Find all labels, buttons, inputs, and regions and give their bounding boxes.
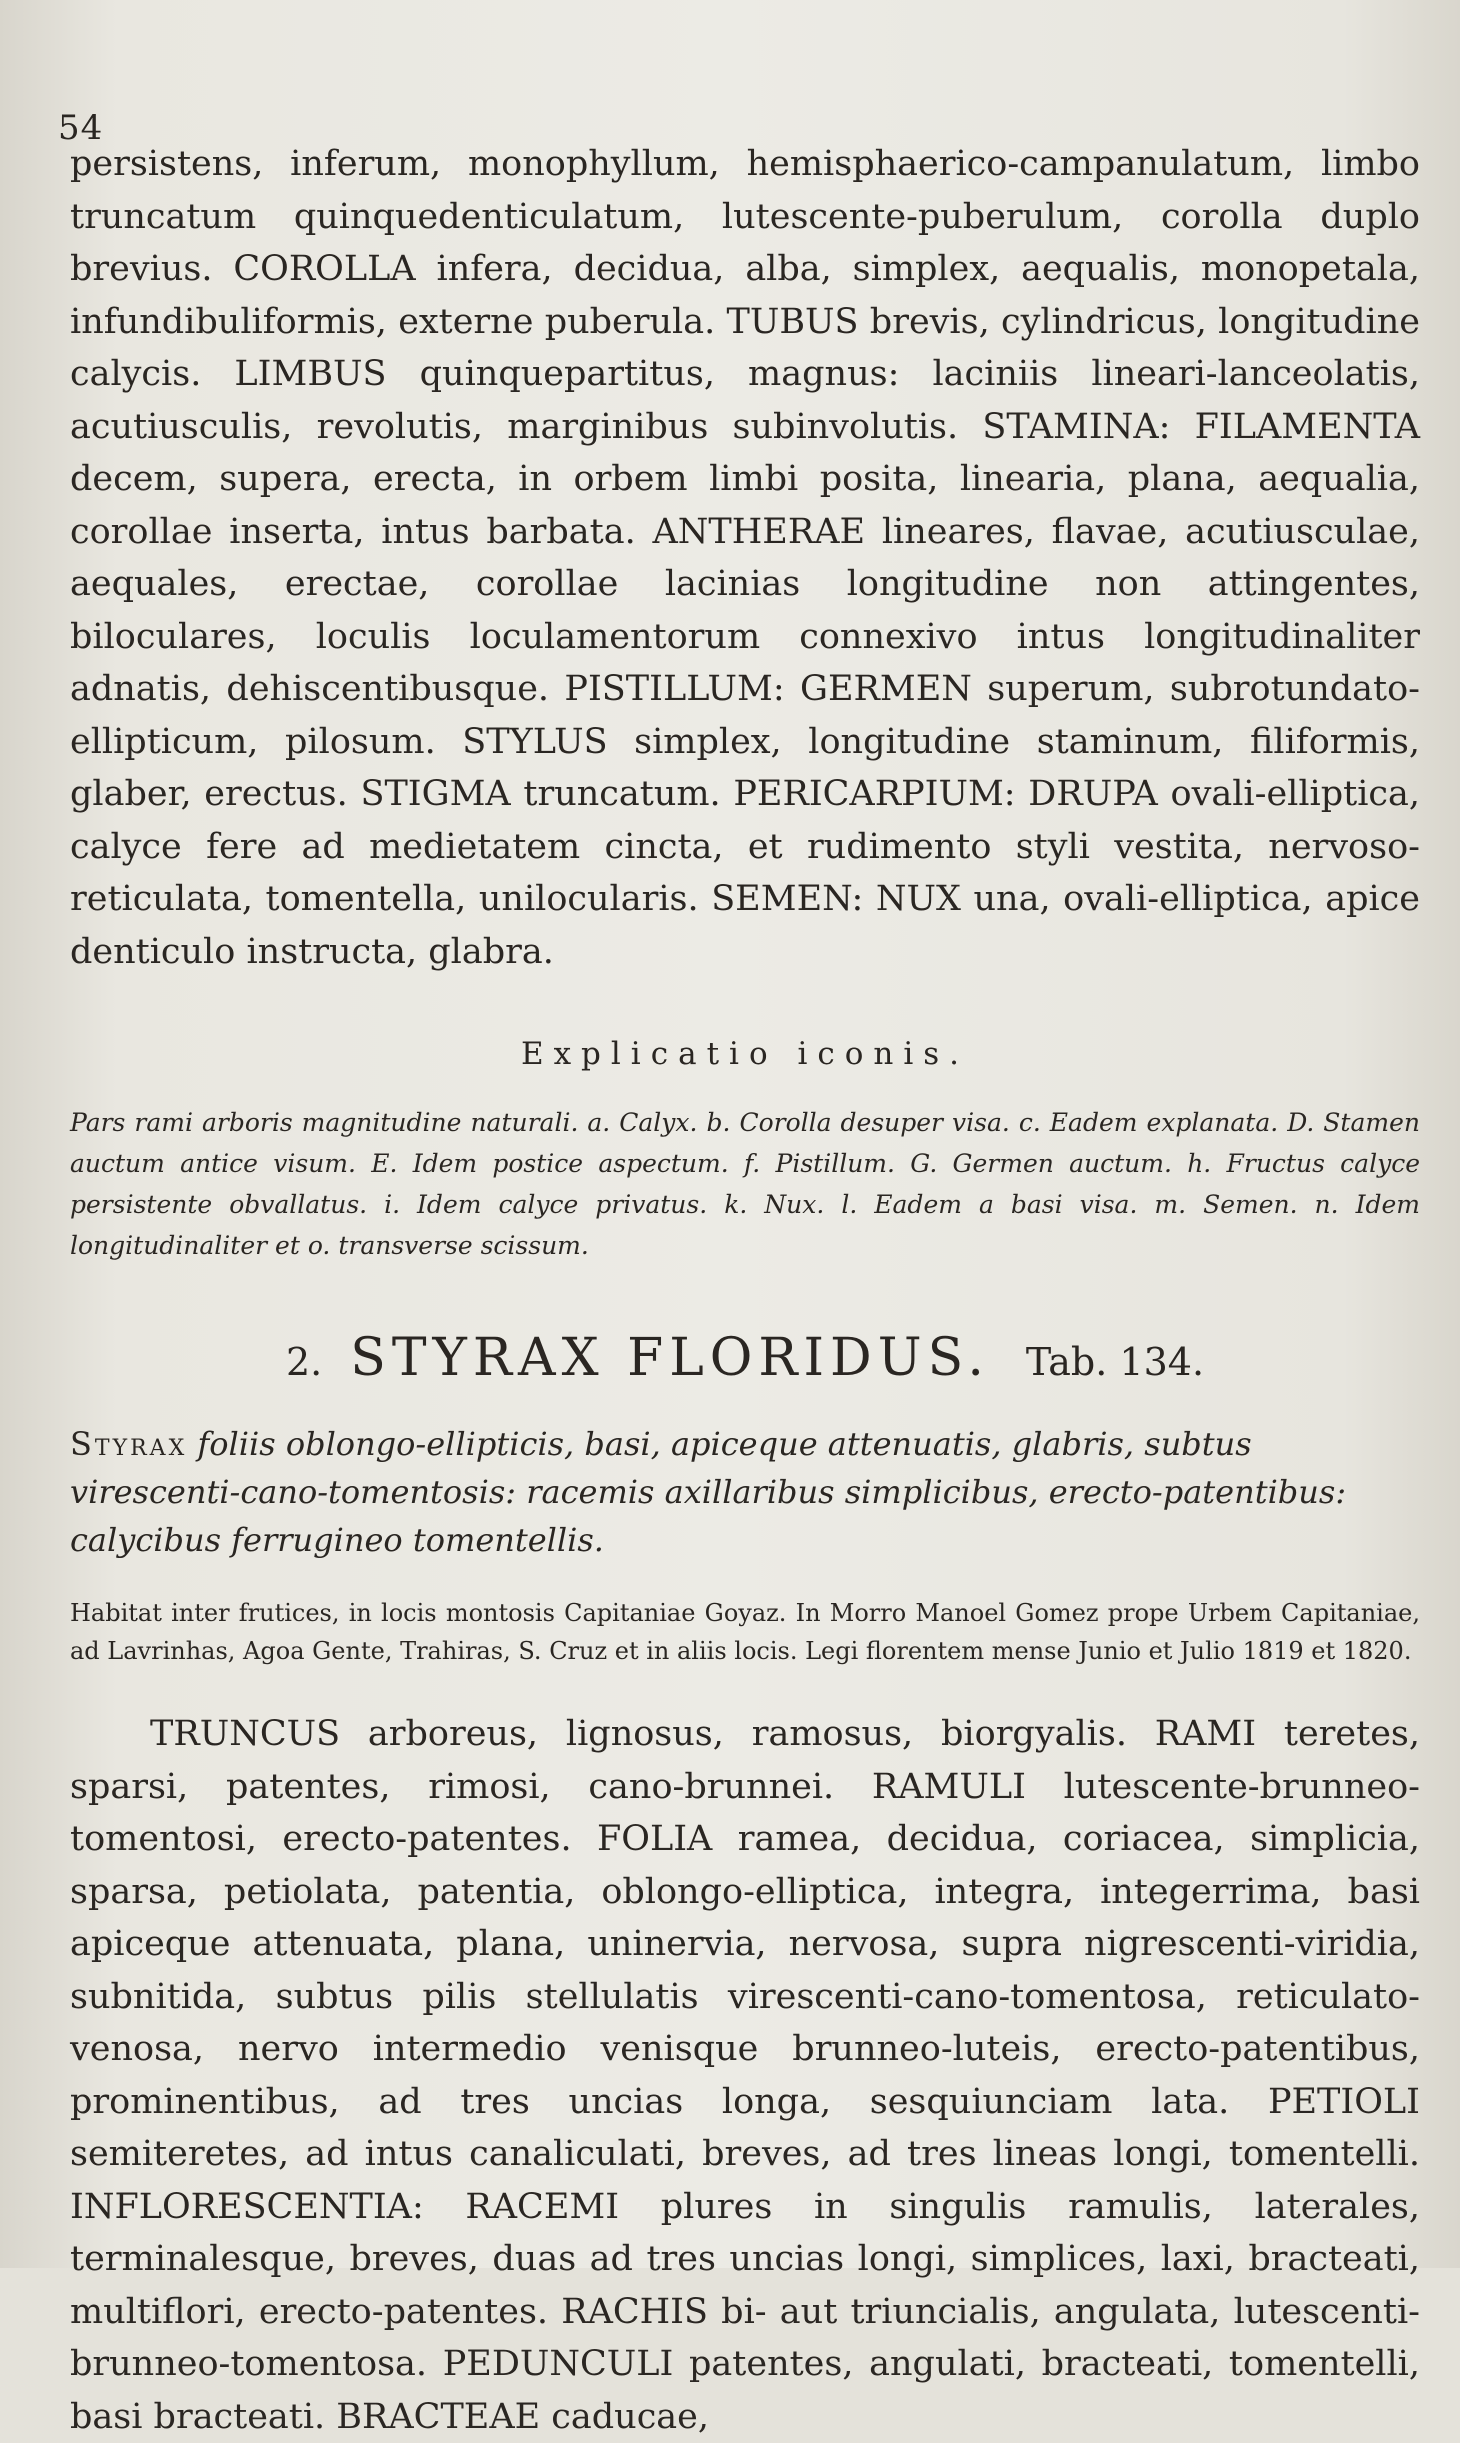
species-description: TRUNCUS arboreus, lignosus, ramosus, biorgyalis. RAMI teretes, sparsi, patentes, rimosi, cano-brunnei. RAMULI lutescente-brunneo-tomentosi, erecto-patentes. FOLIA ramea, decidua, coriacea, simplicia, sparsa, petiolata, patentia, oblongo-elliptica, integra, integerrima, basi apiceque attenuata, plana, uninervia, nervosa, supra nigrescenti-viridia, subnitida, subtus pilis stellulatis virescenti-cano-tomentosa, reticulato-venosa, nervo intermedio venisque brunneo-luteis, erecto-patentibus, prominentibus, ad tres uncias longa, sesquiunciam lata. PETIOLI semiteretes, ad intus canaliculati, breves, ad tres lineas longi, tomentelli. INFLORESCENTIA: RACEMI plures in singulis ramulis, laterales, terminalesque, breves, duas ad tres uncias longi, simplices, laxi, bracteati, multiflori, erecto-patentes. RACHIS bi- aut triuncialis, angulata, lutescenti-brunneo-tomentosa. PEDUNCULI patentes, angulati, bracteati, tomentelli, basi bracteati. BRACTEAE caducae, <box>70 1714 1420 2437</box>
species-title <box>70 1328 1420 1388</box>
species-name: STYRAX FLORIDUS. <box>350 1328 990 1388</box>
plate-reference: Tab. 134. <box>1025 1340 1205 1384</box>
species-diagnosis <box>70 1420 1420 1564</box>
explicatio-heading: Explicatio iconis. <box>520 1036 970 1072</box>
explicatio-text: Pars rami arboris magnitudine naturali. a. Calyx. b. Corolla desuper visa. c. Eadem explanata. D. Stamen auctum antice visum. E. Idem postice aspectum. f. Pistillum. G. Germen auctum. h. Fructus calyce persistente obvallatus. i. Idem calyce privatus. k. Nux. l. Eadem a basi visa. m. Semen. n. Idem longitudinaliter et o. transverse scissum. <box>70 1108 1420 1260</box>
habitat-text: Habitat inter frutices, in locis montosis Capitaniae Goyaz. In Morro Manoel Gomez prope Urbem Capitaniae, ad Lavrinhas, Agoa Gente, Trahiras, S. Cruz et in aliis locis. Legi florentem mense Junio et Julio 1819 et 1820. <box>70 1599 1420 1665</box>
diagnosis-text: foliis oblongo-ellipticis, basi, apiceque attenuatis, glabris, subtus virescenti-cano-tomentosis: racemis axillaribus simplicibus, erecto-patentibus: calycibus ferrugineo tomentellis. <box>70 1425 1347 1559</box>
morphology-paragraph: persistens, inferum, monophyllum, hemisphaerico-campanulatum, limbo truncatum quinquedenticulatum, lutescente-puberulum, corolla duplo brevius. COROLLA infera, decidua, alba, simplex, aequalis, monopetala, infundibuliformis, externe puberula. TUBUS brevis, cylindricus, longitudine calycis. LIMBUS quinquepartitus, magnus: laciniis lineari-lanceolatis, acutiusculis, revolutis, marginibus subinvolutis. STAMINA: FILAMENTA decem, supera, erecta, in orbem limbi posita, linearia, plana, aequalia, corollae inserta, intus barbata. ANTHERAE lineares, flavae, acutiusculae, aequales, erectae, corollae lacinias longitudine non attingentes, biloculares, loculis loculamentorum connexivo intus longitudinaliter adnatis, dehiscentibusque. PISTILLUM: GERMEN superum, subrotundato-ellipticum, pilosum. STYLUS simplex, longitudine staminum, filiformis, glaber, erectus. STIGMA truncatum. PERICARPIUM: DRUPA ovali-elliptica, calyce fere ad medietatem cincta, et rudimento styli vestita, nervoso-reticulata, tomentella, unilocularis. SEMEN: NUX una, ovali-elliptica, apice denticulo instructa, glabra. <box>70 144 1420 972</box>
page-number: 54 <box>58 108 104 148</box>
species-number: 2. <box>285 1340 323 1384</box>
diagnosis-lead: Styrax <box>70 1425 188 1463</box>
